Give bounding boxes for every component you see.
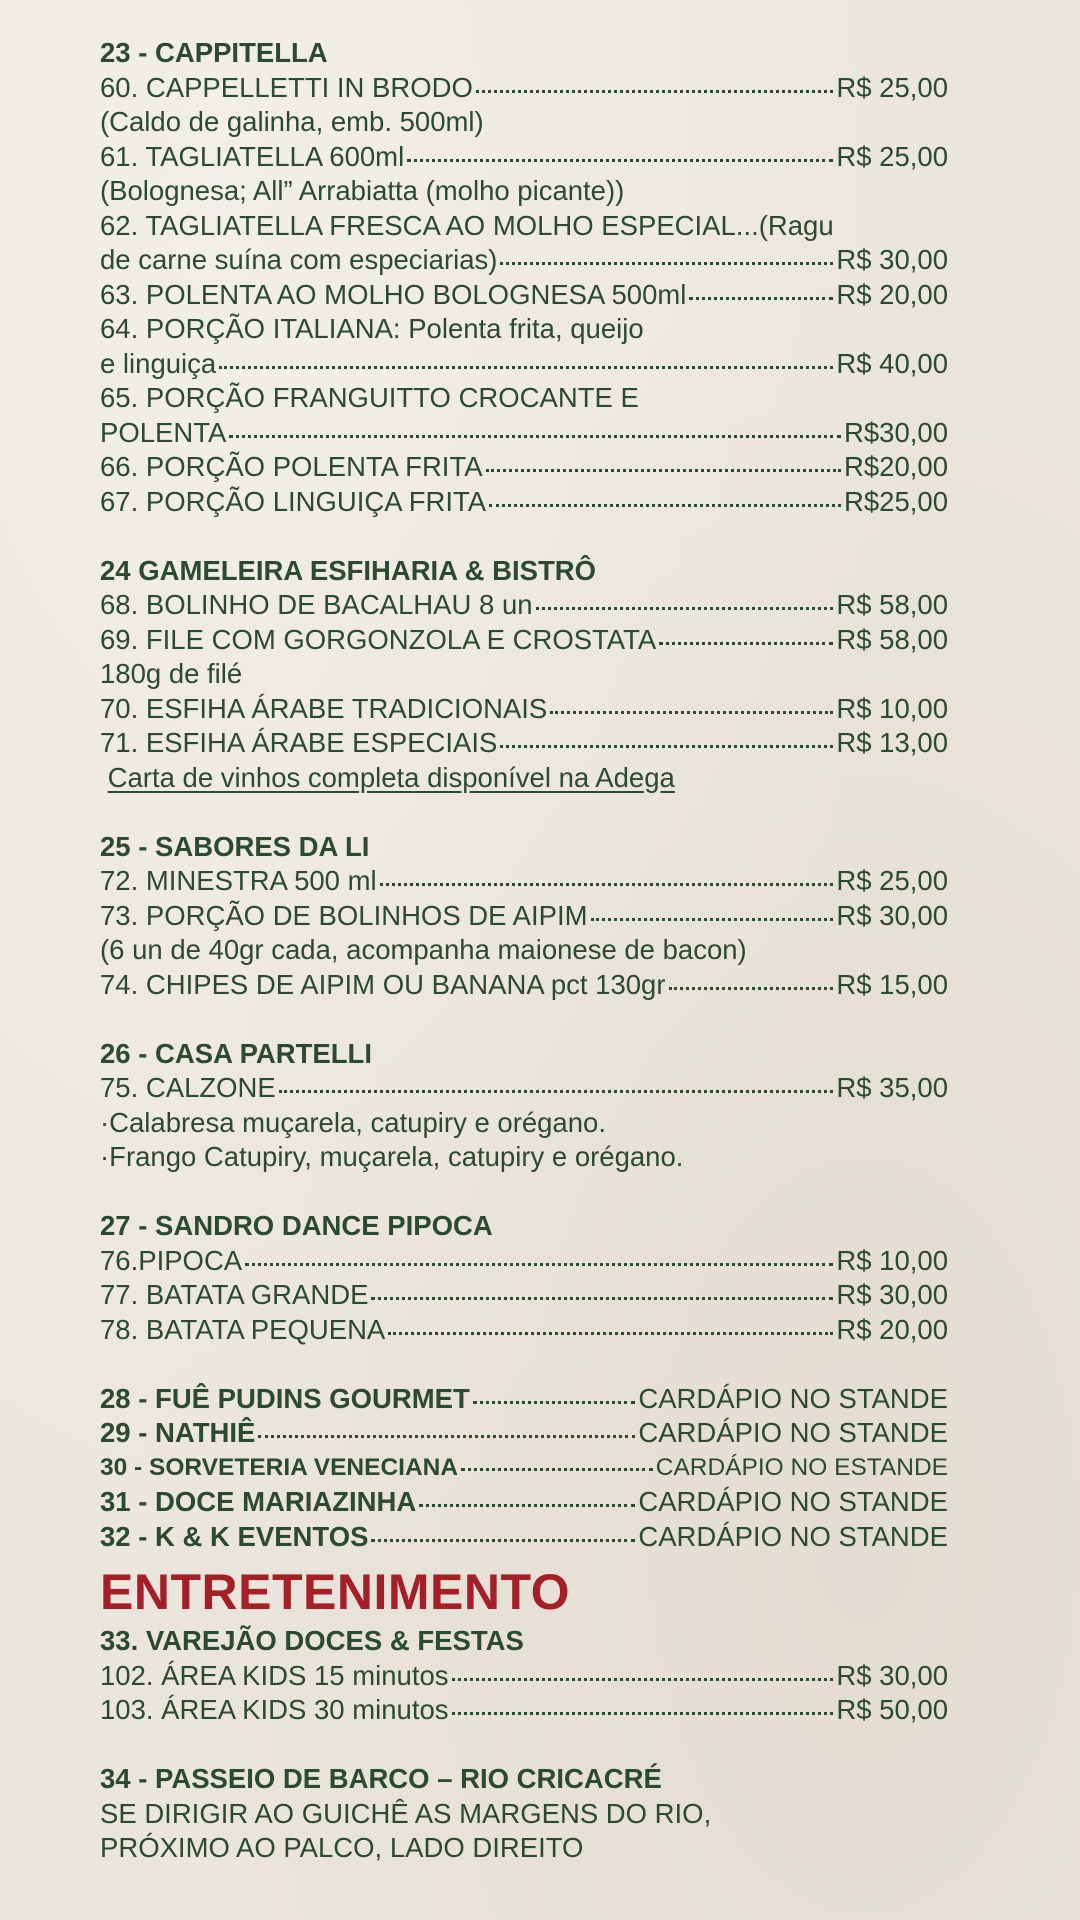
menu-item [100, 243, 948, 278]
menu-item [100, 140, 948, 175]
dot-leader [407, 157, 833, 162]
item-label: 67. PORÇÃO LINGUIÇA FRITA [100, 485, 487, 517]
section-title: 27 - SANDRO DANCE PIPOCA [100, 1210, 493, 1241]
item-label: 66. PORÇÃO POLENTA FRITA [100, 451, 483, 482]
item-label-line: 65. PORÇÃO FRANGUITTO CROCANTE E [100, 382, 639, 413]
menu-item [100, 623, 948, 658]
spacer [100, 795, 948, 830]
item-label: e linguiça [100, 347, 217, 379]
item-label: 102. ÁREA KIDS 15 minutos [100, 1659, 449, 1691]
stand-name: 29 - NATHIÊ [100, 1417, 256, 1448]
menu-item [100, 588, 948, 623]
menu-item [100, 347, 948, 382]
item-label: 69. FILE COM GORGONZOLA E CROSTATA [100, 623, 657, 655]
wine-list-note [100, 761, 948, 796]
dot-leader [500, 743, 833, 748]
menu-item [100, 1244, 948, 1279]
dot-leader [591, 916, 834, 921]
dot-leader [258, 1433, 635, 1438]
item-label: 68. BOLINHO DE BACALHAU 8 un [100, 589, 533, 620]
item-price: R$ 30,00 [836, 1279, 948, 1310]
menu-item [100, 485, 948, 520]
menu-item [100, 1693, 948, 1728]
menu-item [100, 1313, 948, 1348]
item-label: de carne suína com especiarias) [100, 244, 498, 275]
stand-name: 30 - SORVETERIA VENECIANA [100, 1453, 459, 1481]
spacer [100, 519, 948, 554]
item-option: ·Frango Catupiry, muçarela, catupiry e orégano. [100, 1141, 684, 1172]
item-price: R$ 20,00 [836, 278, 948, 310]
dot-leader [245, 1261, 833, 1266]
menu-content [100, 36, 948, 1866]
stand-menu-note: CARDÁPIO NO STANDE [638, 1520, 948, 1552]
menu-item [100, 450, 948, 485]
menu-item [100, 726, 948, 761]
stand-menu-note: CARDÁPIO NO STANDE [638, 1382, 948, 1414]
dot-leader [461, 1466, 653, 1471]
dot-leader [669, 985, 834, 990]
menu-item [100, 278, 948, 313]
dot-leader [219, 364, 833, 369]
menu-item [100, 692, 948, 727]
dot-leader [371, 1295, 833, 1300]
dot-leader [473, 1399, 636, 1404]
menu-item [100, 899, 948, 934]
directions-line: SE DIRIGIR AO GUICHÊ AS MARGENS DO RIO, [100, 1797, 712, 1829]
item-label: 77. BATATA GRANDE [100, 1279, 369, 1310]
dot-leader [536, 605, 834, 610]
stand-name: 32 - K & K EVENTOS [100, 1520, 369, 1552]
stand-row [100, 1451, 948, 1486]
section-title: 25 - SABORES DA LI [100, 830, 370, 862]
item-price: R$ 58,00 [836, 589, 948, 620]
dot-leader [489, 502, 841, 507]
dot-leader [452, 1676, 834, 1681]
stand-row [100, 1520, 948, 1555]
item-price: R$ 30,00 [836, 244, 948, 275]
dot-leader [452, 1710, 834, 1715]
stand-menu-note: CARDÁPIO NO STANDE [638, 1417, 948, 1448]
dot-leader [388, 1330, 833, 1335]
stand-row [100, 1485, 948, 1520]
wine-list-link[interactable]: Carta de vinhos completa disponível na Adega [107, 761, 675, 793]
item-note: (6 un de 40gr cada, acompanha maionese de bacon) [100, 934, 747, 965]
stand-name: 31 - DOCE MARIAZINHA [100, 1486, 417, 1517]
item-label: 63. POLENTA AO MOLHO BOLOGNESA 500ml [100, 278, 687, 310]
entertainment-title: ENTRETENIMENTO [100, 1564, 570, 1620]
menu-item [100, 71, 948, 106]
item-price: R$ 13,00 [836, 727, 948, 758]
directions-line: PRÓXIMO AO PALCO, LADO DIREITO [100, 1832, 584, 1863]
item-price: R$ 20,00 [836, 1313, 948, 1345]
item-label: 60. CAPPELLETTI IN BRODO [100, 71, 473, 103]
menu-item [100, 416, 948, 451]
item-label: POLENTA [100, 416, 227, 448]
section-title: 24 GAMELEIRA ESFIHARIA & BISTRÔ [100, 554, 597, 586]
section-title: 34 - PASSEIO DE BARCO – RIO CRICACRÉ [100, 1763, 662, 1794]
menu-item [100, 864, 948, 899]
spacer [100, 1002, 948, 1037]
item-price: R$ 50,00 [836, 1694, 948, 1725]
item-price: R$ 30,00 [836, 899, 948, 931]
item-price: R$ 58,00 [836, 623, 948, 655]
dot-leader [419, 1502, 635, 1507]
item-label: 71. ESFIHA ÁRABE ESPECIAIS [100, 727, 498, 758]
stand-row [100, 1416, 948, 1451]
item-label: 103. ÁREA KIDS 30 minutos [100, 1694, 449, 1725]
spacer [100, 1347, 948, 1382]
item-price: R$20,00 [844, 451, 948, 482]
item-label: 74. CHIPES DE AIPIM OU BANANA pct 130gr [100, 968, 666, 1000]
item-label-line: 64. PORÇÃO ITALIANA: Polenta frita, queijo [100, 313, 644, 344]
dot-leader [659, 640, 833, 645]
item-option: ·Calabresa muçarela, catupiry e orégano. [100, 1106, 606, 1138]
item-price: R$ 10,00 [836, 1244, 948, 1276]
item-price: R$30,00 [844, 416, 948, 448]
item-label-line: 62. TAGLIATELLA FRESCA AO MOLHO ESPECIAL...(Ragu [100, 209, 834, 241]
menu-item [100, 968, 948, 1003]
item-price: R$ 25,00 [836, 140, 948, 172]
spacer [100, 1728, 948, 1763]
item-label: 78. BATATA PEQUENA [100, 1313, 386, 1345]
item-label: 75. CALZONE [100, 1072, 276, 1103]
item-price: R$ 30,00 [836, 1659, 948, 1691]
item-note: (Bolognesa; All” Arrabiatta (molho picante)) [100, 175, 625, 206]
item-note: (Caldo de galinha, emb. 500ml) [100, 106, 484, 137]
dot-leader [486, 467, 841, 472]
menu-item [100, 1071, 948, 1106]
dot-leader [371, 1537, 635, 1542]
spacer [100, 1175, 948, 1210]
section-title: 33. VAREJÃO DOCES & FESTAS [100, 1625, 524, 1656]
dot-leader [550, 709, 833, 714]
stand-name: 28 - FUÊ PUDINS GOURMET [100, 1382, 470, 1414]
section-title: 26 - CASA PARTELLI [100, 1037, 372, 1069]
item-price: R$ 15,00 [836, 968, 948, 1000]
item-price: R$ 25,00 [836, 71, 948, 103]
menu-item [100, 1278, 948, 1313]
item-price: R$ 40,00 [836, 347, 948, 379]
item-price: R$ 35,00 [836, 1072, 948, 1103]
item-price: R$25,00 [844, 485, 948, 517]
dot-leader [229, 433, 841, 438]
item-price: R$ 25,00 [836, 865, 948, 896]
dot-leader [689, 295, 833, 300]
dot-leader [279, 1088, 834, 1093]
dot-leader [380, 881, 834, 886]
stand-menu-note: CARDÁPIO NO STANDE [638, 1486, 948, 1517]
item-label: 76.PIPOCA [100, 1244, 243, 1276]
menu-item [100, 1659, 948, 1694]
stand-menu-note: CARDÁPIO NO ESTANDE [655, 1453, 948, 1481]
item-label: 70. ESFIHA ÁRABE TRADICIONAIS [100, 692, 548, 724]
item-label: 73. PORÇÃO DE BOLINHOS DE AIPIM [100, 899, 588, 931]
stand-row [100, 1382, 948, 1417]
item-label: 72. MINESTRA 500 ml [100, 865, 377, 896]
item-label: 61. TAGLIATELLA 600ml [100, 140, 405, 172]
dot-leader [500, 260, 833, 265]
item-price: R$ 10,00 [836, 692, 948, 724]
dot-leader [476, 88, 833, 93]
item-note: 180g de filé [100, 658, 243, 689]
section-title: 23 - CAPPITELLA [100, 37, 328, 68]
